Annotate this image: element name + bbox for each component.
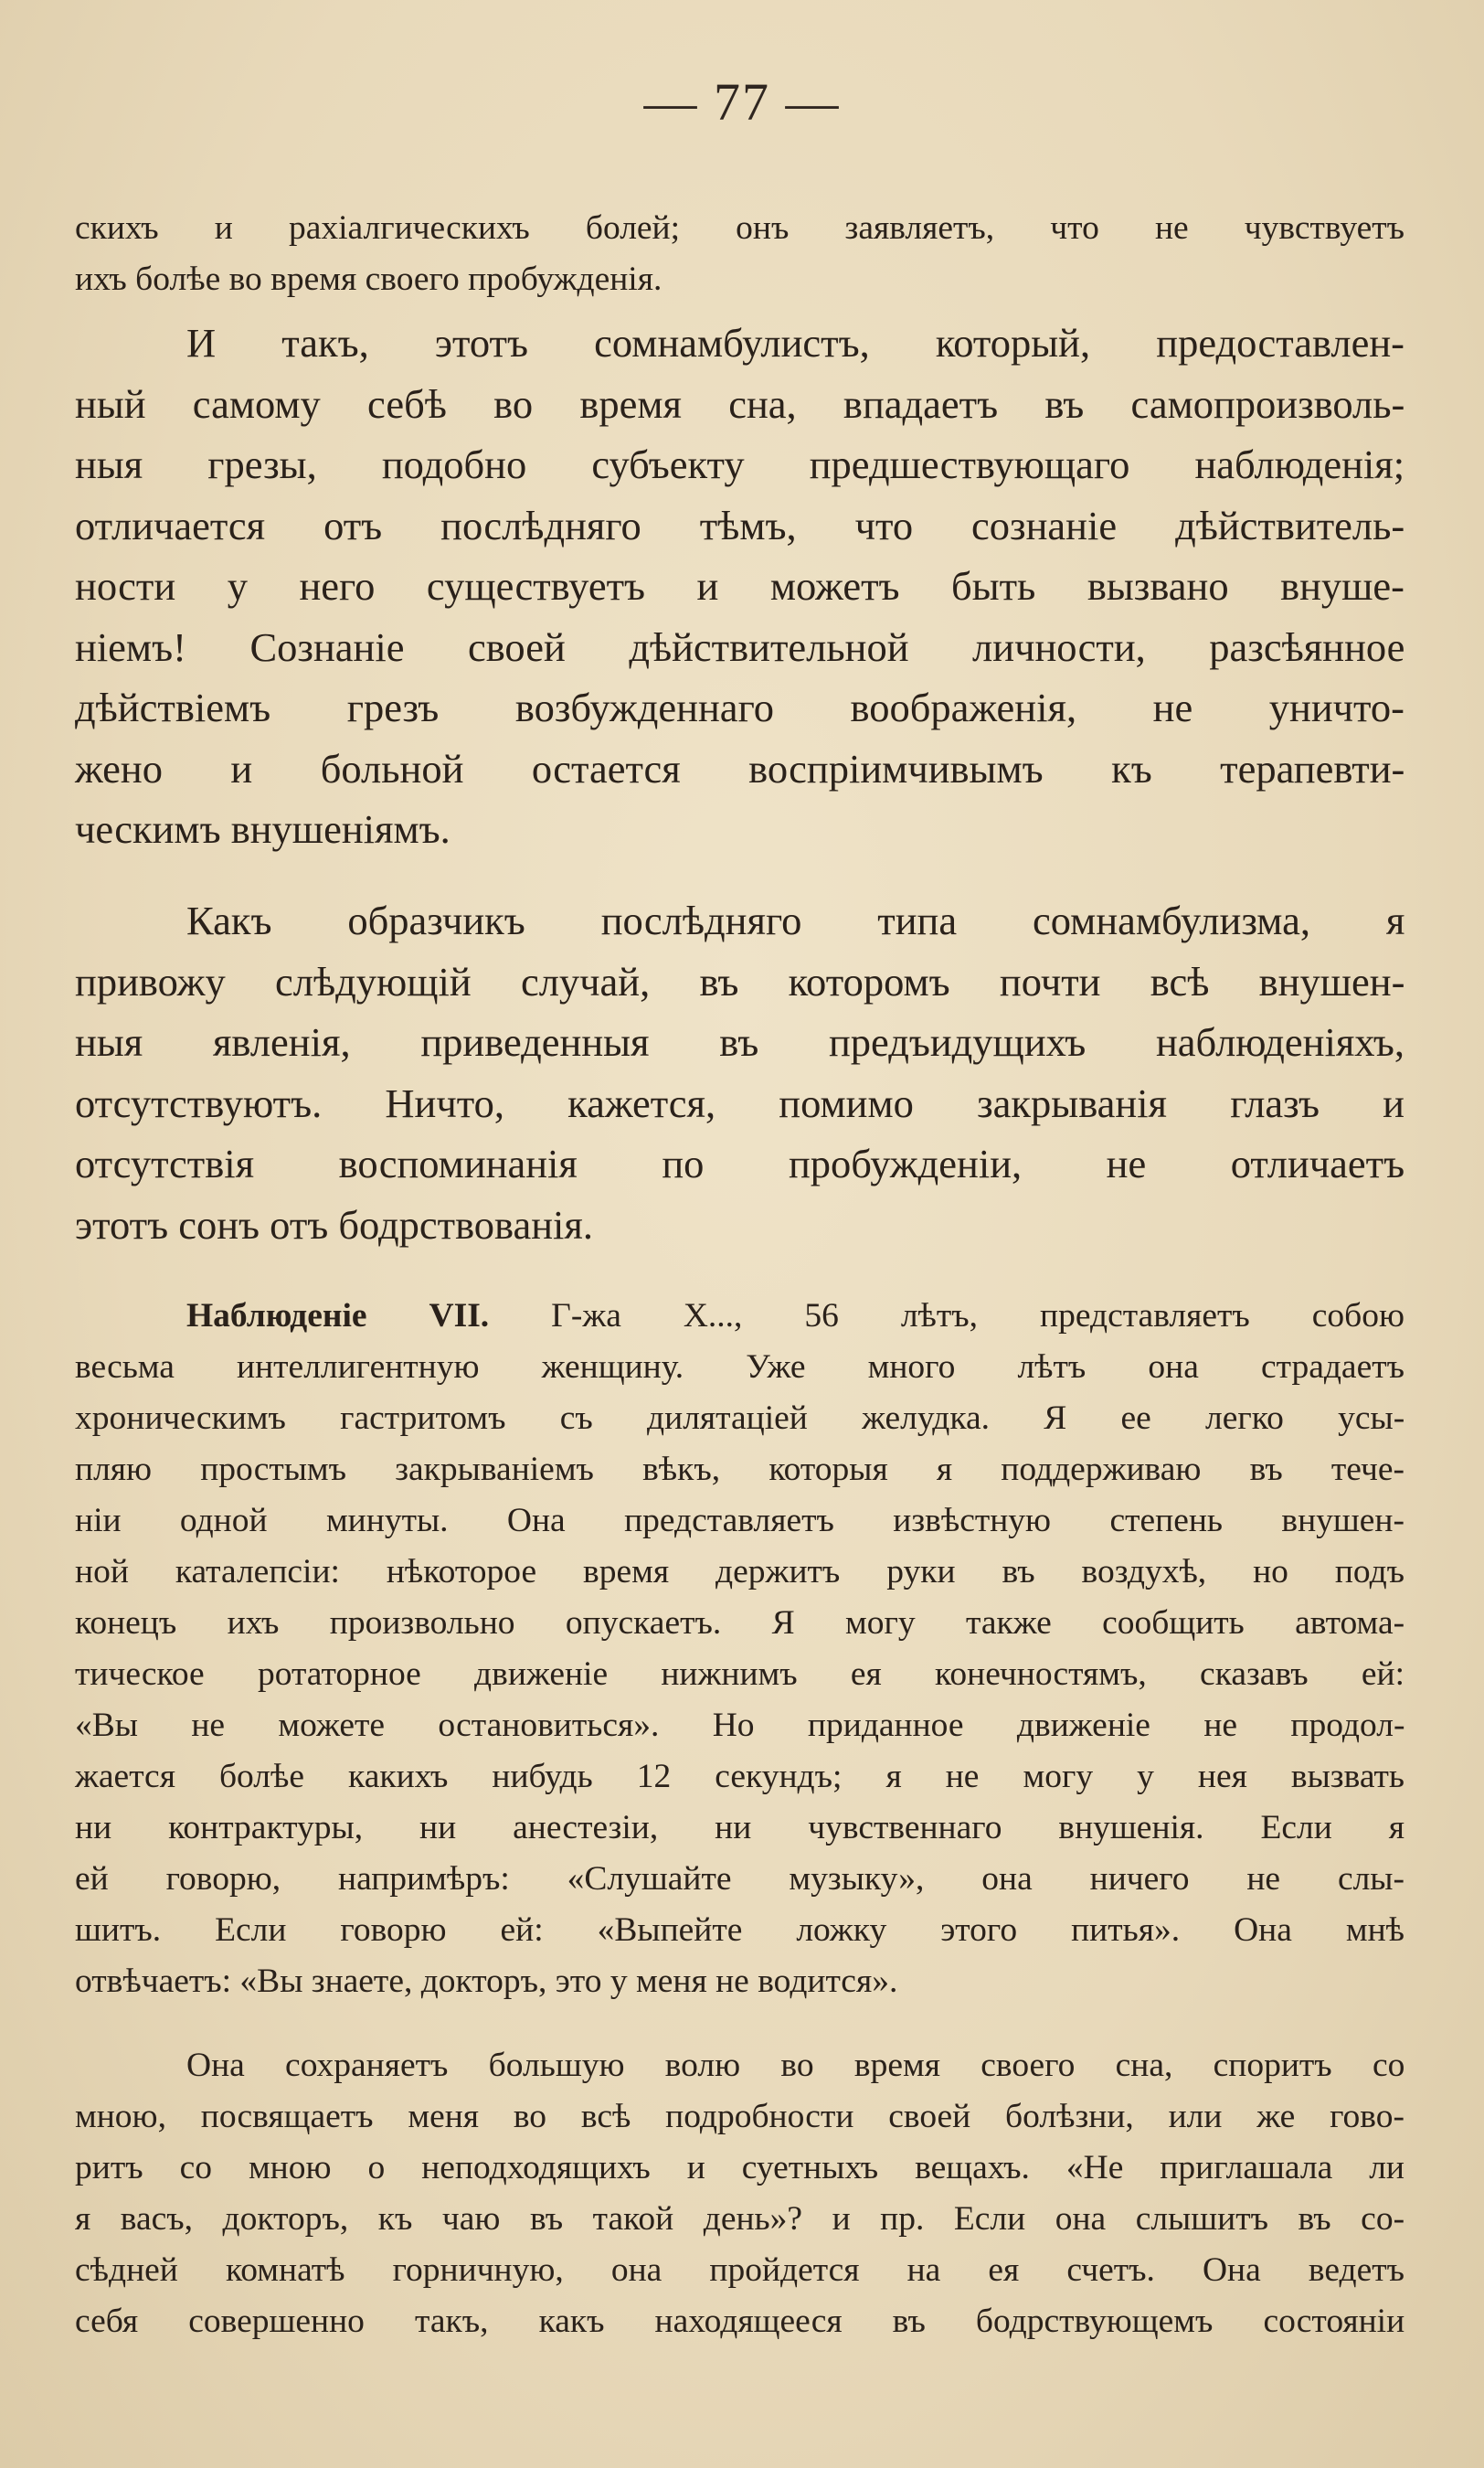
text-line: конецъ ихъ произвольно опускаетъ. Я могу также сообщить автома-	[75, 1604, 1405, 1642]
text-line: пляю простымъ закрываніемъ вѣкъ, которыя я поддерживаю въ тече-	[75, 1451, 1404, 1488]
text-line: ности у него существуетъ и можетъ быть вызвано внуше-	[75, 563, 1404, 609]
text-line: ныя грезы, подобно субъекту предшествующаго наблюденія;	[75, 441, 1405, 487]
text-line	[75, 1291, 1404, 1342]
text-line: тическое ротаторное движеніе нижнимъ ея конечностямъ, сказавъ ей:	[75, 1655, 1404, 1693]
paragraph-observation-vii	[75, 1291, 1404, 2007]
text-line: И такъ, этотъ сомнамбулистъ, который, предоставлен-	[186, 320, 1404, 366]
paragraph-somnambulist	[75, 313, 1404, 860]
text-line: мною, посвящаетъ меня во всѣ подробности своей болѣзни, или же гово-	[75, 2098, 1404, 2135]
text-line: отсутствуютъ. Ничто, кажется, помимо закрыванія глазъ и	[75, 1080, 1404, 1126]
text-line: «Вы не можете остановиться». Но приданное движеніе не продол-	[75, 1707, 1405, 1744]
text-line: отличается отъ послѣдняго тѣмъ, что сознаніе дѣйствитель-	[75, 502, 1405, 548]
text-line: ни контрактуры, ни анестезіи, ни чувственнаго внушенія. Если я	[75, 1809, 1404, 1846]
text-line: отсутствія воспоминанія по пробужденіи, не отличаетъ	[75, 1141, 1405, 1186]
text-line: Какъ образчикъ послѣдняго типа сомнамбулизма, я	[186, 898, 1405, 943]
paragraph-continuation	[75, 203, 1404, 305]
text-line: ныя явленія, приведенныя въ предъидущихъ наблюденіяхъ,	[75, 1019, 1404, 1065]
observation-label: Наблюденіе VII.	[186, 1297, 490, 1335]
text-line: ный самому себѣ во время сна, впадаетъ въ самопроизволь-	[75, 380, 1405, 427]
text-line: скихъ и рахіалгическихъ болей; онъ заявляетъ, что не чувствуетъ	[75, 209, 1405, 247]
text-line: этотъ сонъ отъ бодрствованія.	[75, 1201, 594, 1248]
text-line: ческимъ внушеніямъ.	[75, 806, 450, 852]
text-line: привожу слѣдующій случай, въ которомъ почти всѣ внушен-	[75, 958, 1405, 1005]
text-line: ихъ болѣе во время своего пробужденія.	[75, 261, 662, 298]
paragraph-example-intro	[75, 890, 1404, 1255]
text-line: ритъ со мною о неподходящихъ и суетныхъ вещахъ. «Не приглашала ли	[75, 2149, 1404, 2186]
paragraph-will-during-sleep	[75, 2040, 1404, 2347]
text-line: отвѣчаетъ: «Вы знаете, докторъ, это у меня не водится».	[75, 1963, 898, 2000]
observation-intro: Г-жа X..., 56 лѣтъ, представляетъ собою	[489, 1297, 1404, 1335]
text-line: хроническимъ гастритомъ съ дилятаціей желудка. Я ее легко усы-	[75, 1399, 1405, 1437]
text-line: весьма интеллигентную женщину. Уже много лѣтъ она страдаетъ	[75, 1348, 1404, 1386]
text-line: ей говорю, напримѣръ: «Слушайте музыку», она ничего не слы-	[75, 1860, 1404, 1898]
text-line: шитъ. Если говорю ей: «Выпейте ложку этого питья». Она мнѣ	[75, 1911, 1404, 1949]
text-line: ной каталепсіи: нѣкоторое время держитъ руки въ воздухѣ, но подъ	[75, 1553, 1405, 1590]
text-line: дѣйствіемъ грезъ возбужденнаго воображенія, не уничто-	[75, 685, 1404, 730]
text-line: сѣдней комнатѣ горничную, она пройдется на ея счетъ. Она ведетъ	[75, 2251, 1404, 2289]
page-number: — 77 —	[643, 72, 841, 132]
text-line: жается болѣе какихъ нибудь 12 секундъ; я не могу у нея вызвать	[75, 1758, 1404, 1795]
text-line: ніемъ! Сознаніе своей дѣйствительной личности, разсѣянное	[75, 623, 1405, 670]
text-line: себя совершенно такъ, какъ находящееся въ бодрствующемъ состояніи	[75, 2303, 1405, 2340]
text-line: жено и больной остается воспріимчивымъ къ терапевти-	[75, 745, 1405, 792]
text-line: ніи одной минуты. Она представляетъ извѣстную степень внушен-	[75, 1502, 1404, 1539]
text-line: я васъ, докторъ, къ чаю въ такой день»? и пр. Если она слышитъ въ со-	[75, 2200, 1405, 2238]
text-line: Она сохраняетъ большую волю во время своего сна, споритъ со	[186, 2047, 1405, 2084]
